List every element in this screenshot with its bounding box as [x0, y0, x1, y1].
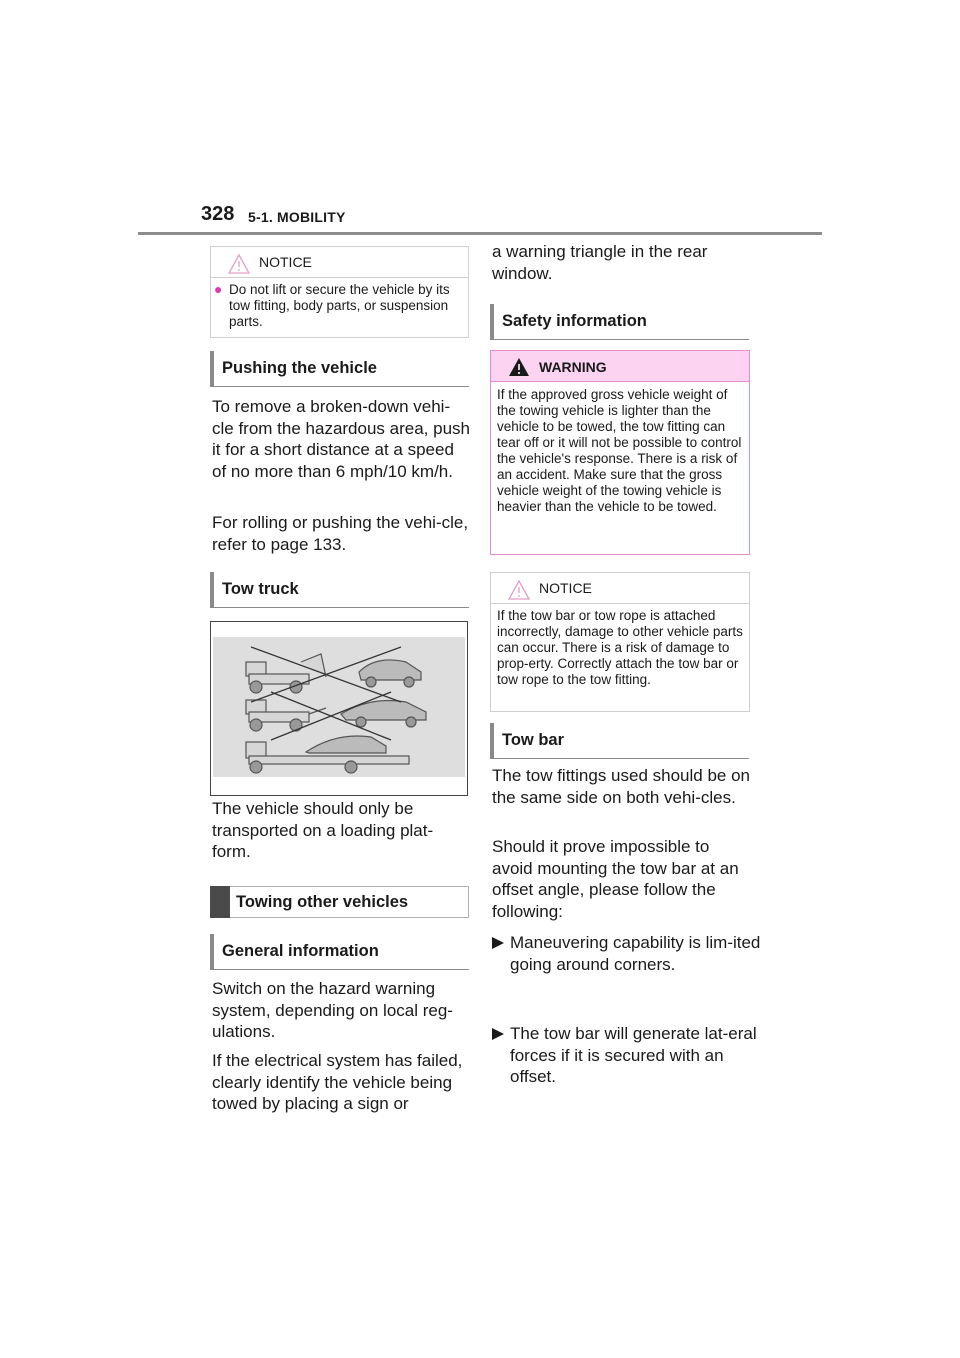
caution-triangle-icon [227, 253, 251, 275]
tow-bar-para-1: The tow fittings used should be on the same side on both vehi-cles. [492, 766, 750, 807]
notice-header [211, 247, 468, 278]
heading-tow-bar: Tow bar [490, 723, 749, 759]
notice-label: NOTICE [259, 254, 312, 270]
general-para-2: If the electrical system has failed, clearly identify the vehicle being towed by placing a sign or [212, 1051, 463, 1113]
general-para-1: Switch on the hazard warning system, depending on local reg-ulations. [212, 979, 453, 1041]
continued-text: a warning triangle in the rear window. [492, 242, 708, 283]
notice-box [210, 246, 469, 338]
page-number: 328 [201, 203, 235, 225]
notice-label-2: NOTICE [539, 580, 592, 596]
notice-box-2 [490, 572, 750, 712]
notice-header-2 [491, 573, 749, 604]
section-title: 5-1. MOBILITY [248, 209, 346, 225]
tow-bar-para-2: Should it prove impossible to avoid mounting the tow bar at an offset angle, please follow the following: [492, 837, 739, 921]
tow-bar-bullet-2 [492, 1023, 768, 1088]
bullet-arrow-icon [492, 937, 504, 949]
bullet-arrow-icon [492, 1028, 504, 1040]
heading-general: General information [210, 934, 469, 970]
bullet-text: Maneuvering capability is lim-ited going around corners. [510, 933, 761, 974]
header-rule [138, 232, 822, 235]
notice-text: Do not lift or secure the vehicle by its tow fitting, body parts, or suspension parts. [229, 282, 450, 329]
pushing-para-2: For rolling or pushing the vehi-cle, refer to page 133. [212, 513, 469, 554]
bullet-text: The tow bar will generate lat-eral forces if it is secured with an offset. [510, 1024, 757, 1086]
heading-towing-other: Towing other vehicles [210, 886, 469, 918]
warning-label: WARNING [539, 359, 607, 375]
heading-safety: Safety information [490, 304, 749, 340]
warning-box [490, 350, 750, 555]
warning-triangle-icon [507, 356, 531, 378]
tow-truck-para: The vehicle should only be transported on a loading plat-form. [212, 799, 434, 861]
notice-bullet: ● [214, 281, 223, 297]
tow-truck-figure [210, 621, 468, 796]
notice-text-2: If the tow bar or tow rope is attached incorrectly, damage to other vehicle parts can occur. There is a risk of damage to prop-erty. Correctly attach the tow bar or tow rope to the tow fitting. [497, 608, 743, 687]
tow-truck-illustration-icon [211, 622, 467, 795]
pushing-para-1: To remove a broken-down vehi-cle from the hazardous area, push it for a short distance at a speed of no more than 6 mph/10 km/h. [212, 397, 470, 481]
warning-header [491, 351, 749, 382]
heading-pushing: Pushing the vehicle [210, 351, 469, 387]
warning-text: If the approved gross vehicle weight of the towing vehicle is lighter than the vehicle to be towed, the tow fitting can tear off or it will not be possible to control the vehicle's response. There is a risk of an accident. Make sure that the gross vehicle weight of the towing vehicle is heavier than the vehicle to be towed. [497, 387, 742, 514]
tow-bar-bullet-1 [492, 932, 768, 975]
heading-tow-truck: Tow truck [210, 572, 469, 608]
caution-triangle-icon [507, 579, 531, 601]
